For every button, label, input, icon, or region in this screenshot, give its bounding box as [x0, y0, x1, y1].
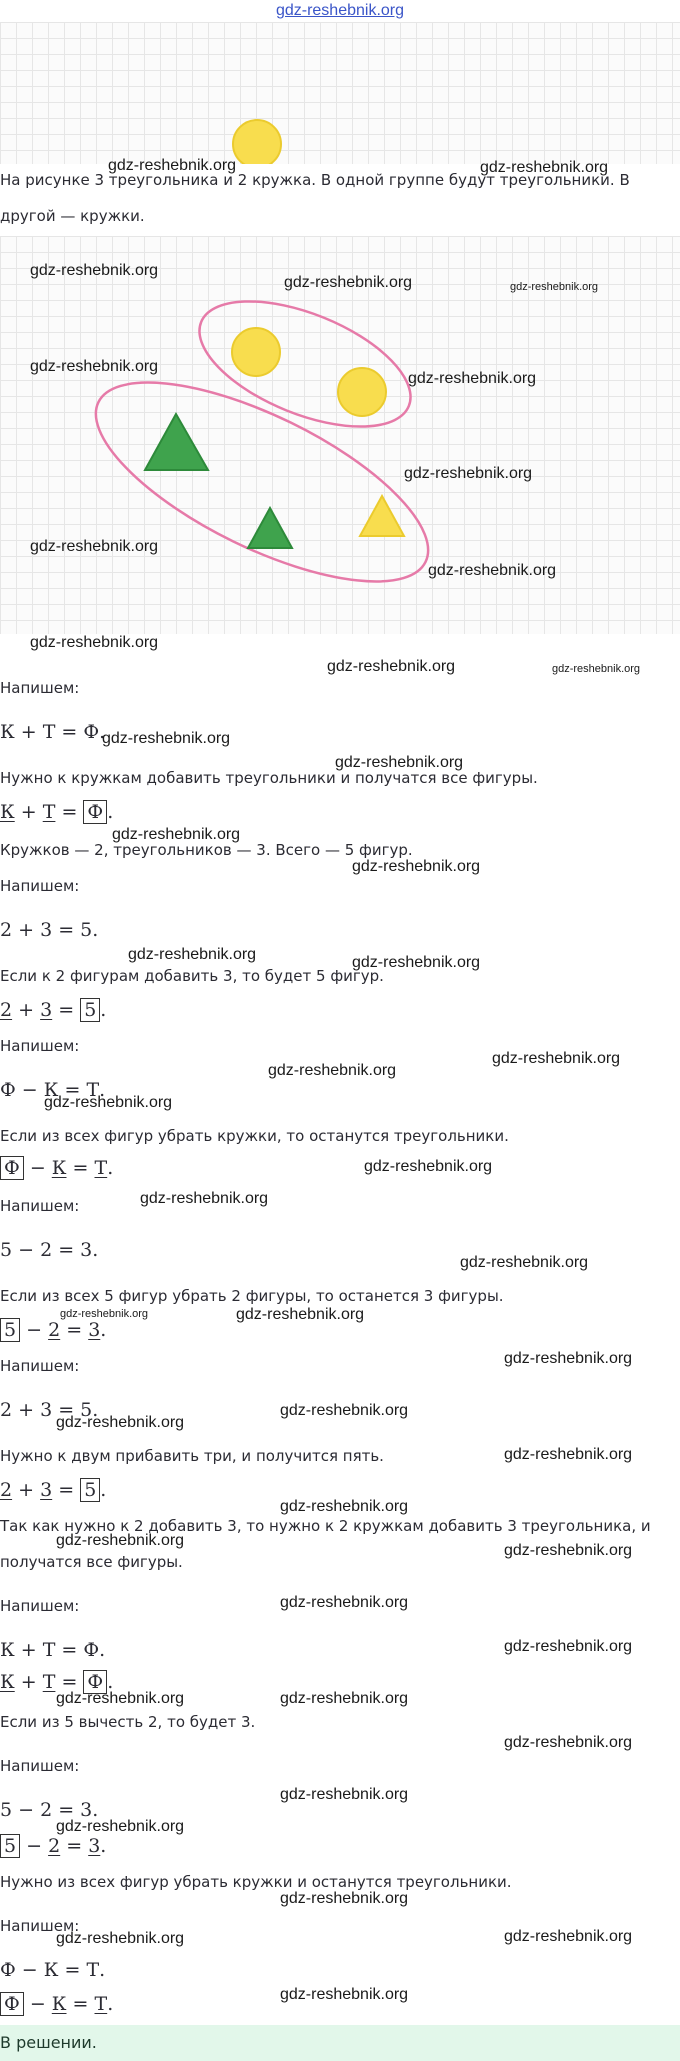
paragraph: Напишем:	[0, 1197, 80, 1215]
watermark: gdz-reshebnik.org	[504, 1542, 633, 1559]
paragraph: Нужно к двум прибавить три, и получится пять.	[0, 1447, 384, 1465]
watermark: gdz-reshebnik.org	[428, 562, 557, 579]
answer-box: Ф	[83, 1670, 107, 1694]
formula: К + Т = Ф.	[0, 1639, 106, 1661]
watermark: gdz-reshebnik.org	[280, 1986, 409, 2003]
answer-box: Ф	[83, 800, 107, 824]
triangle-group-oval	[69, 343, 454, 621]
solution-section-header	[0, 2025, 680, 2061]
watermark: gdz-reshebnik.org	[56, 1818, 185, 1835]
paragraph: Кружков — 2, треугольников — 3. Всего — 5 фигур.	[0, 841, 413, 859]
watermark: gdz-reshebnik.org	[30, 538, 159, 555]
paragraph: Напишем:	[0, 1037, 80, 1055]
paragraph: На рисунке 3 треугольника и 2 кружка. В одной группе будут треугольники. В	[0, 171, 630, 189]
groups-figure	[0, 236, 680, 634]
formula: Ф − К = Т.	[0, 1079, 106, 1101]
circle-shape	[232, 328, 280, 376]
paragraph: Нужно к кружкам добавить треугольники и получатся все фигуры.	[0, 769, 538, 787]
top-figure	[0, 22, 680, 164]
watermark: gdz-reshebnik.org	[480, 159, 609, 176]
triangle-shape	[145, 414, 208, 470]
formula: Ф − К = Т.	[0, 1959, 106, 1981]
circle-group-oval	[182, 276, 427, 453]
paragraph: другой — кружки.	[0, 207, 145, 225]
watermark: gdz-reshebnik.org	[108, 157, 237, 174]
watermark: gdz-reshebnik.org	[280, 1498, 409, 1515]
watermark: gdz-reshebnik.org	[504, 1638, 633, 1655]
watermark: gdz-reshebnik.org	[60, 1308, 149, 1320]
paragraph: Напишем:	[0, 1757, 80, 1775]
formula-boxed: Ф − К = Т.	[0, 1156, 113, 1180]
answer-box: 5	[0, 1318, 20, 1342]
watermark: gdz-reshebnik.org	[335, 754, 464, 771]
paragraph: Так как нужно к 2 добавить 3, то нужно к 2 кружкам добавить 3 треугольника, и	[0, 1517, 651, 1535]
paragraph: Нужно из всех фигур убрать кружки и останутся треугольники.	[0, 1873, 512, 1891]
circle-shape	[338, 368, 386, 416]
watermark: gdz-reshebnik.org	[280, 1594, 409, 1611]
watermark: gdz-reshebnik.org	[552, 663, 641, 675]
watermark: gdz-reshebnik.org	[460, 1254, 589, 1271]
paragraph: Если из всех фигур убрать кружки, то останутся треугольники.	[0, 1127, 509, 1145]
paragraph: Напишем:	[0, 679, 80, 697]
watermark: gdz-reshebnik.org	[30, 262, 159, 279]
formula-boxed: 2 + 3 = 5 .	[0, 1479, 107, 1501]
watermark: gdz-reshebnik.org	[102, 730, 231, 747]
formula: 2 + 3 = 5.	[0, 919, 99, 941]
watermark: gdz-reshebnik.org	[236, 1306, 365, 1323]
paragraph: Напишем:	[0, 877, 80, 895]
watermark: gdz-reshebnik.org	[280, 1690, 409, 1707]
watermark: gdz-reshebnik.org	[492, 1050, 621, 1067]
watermark: gdz-reshebnik.org	[352, 954, 481, 971]
paragraph: Напишем:	[0, 1597, 80, 1615]
watermark: gdz-reshebnik.org	[44, 1094, 173, 1111]
watermark: gdz-reshebnik.org	[56, 1414, 185, 1431]
watermark: gdz-reshebnik.org	[280, 1402, 409, 1419]
formula-boxed: 5 − 2 = 3.	[0, 1834, 106, 1858]
watermark: gdz-reshebnik.org	[128, 946, 257, 963]
watermark: gdz-reshebnik.org	[408, 370, 537, 387]
watermark: gdz-reshebnik.org	[56, 1930, 185, 1947]
triangle-shape	[248, 508, 292, 548]
watermark: gdz-reshebnik.org	[56, 1690, 185, 1707]
formula-boxed: 5 − 2 = 3.	[0, 1318, 106, 1342]
watermark: gdz-reshebnik.org	[352, 858, 481, 875]
solution-label: В решении.	[0, 2033, 97, 2052]
answer-box: Ф	[0, 1992, 24, 2016]
watermark: gdz-reshebnik.org	[56, 1532, 185, 1549]
formula-boxed: К + Т = Ф .	[0, 1671, 114, 1693]
circle-shape	[233, 120, 281, 164]
watermark: gdz-reshebnik.org	[510, 281, 599, 293]
watermark: gdz-reshebnik.org	[280, 1890, 409, 1907]
watermark: gdz-reshebnik.org	[504, 1446, 633, 1463]
answer-box: 5	[0, 1834, 20, 1858]
formula-boxed: К + Т = Ф .	[0, 801, 114, 823]
watermark: gdz-reshebnik.org	[364, 1158, 493, 1175]
paragraph: Напишем:	[0, 1357, 80, 1375]
watermark: gdz-reshebnik.org	[404, 465, 533, 482]
formula-boxed: 2 + 3 = 5 .	[0, 999, 107, 1021]
watermark: gdz-reshebnik.org	[112, 826, 241, 843]
watermark: gdz-reshebnik.org	[140, 1190, 269, 1207]
paragraph: Если к 2 фигурам добавить 3, то будет 5 фигур.	[0, 967, 384, 985]
formula: 2 + 3 = 5.	[0, 1399, 99, 1421]
paragraph: Если из всех 5 фигур убрать 2 фигуры, то останется 3 фигуры.	[0, 1287, 504, 1305]
watermark: gdz-reshebnik.org	[504, 1928, 633, 1945]
triangle-shape	[360, 496, 404, 536]
watermark: gdz-reshebnik.org	[30, 358, 159, 375]
paragraph: Напишем:	[0, 1917, 80, 1935]
formula: 5 − 2 = 3.	[0, 1799, 99, 1821]
site-header-link[interactable]: gdz-reshebnik.org	[275, 2, 405, 19]
watermark: gdz-reshebnik.org	[280, 1786, 409, 1803]
watermark: gdz-reshebnik.org	[284, 274, 413, 291]
watermark: gdz-reshebnik.org	[504, 1350, 633, 1367]
formula: К + Т = Ф.	[0, 721, 106, 743]
paragraph: Если из 5 вычесть 2, то будет 3.	[0, 1713, 256, 1731]
formula: 5 − 2 = 3.	[0, 1239, 99, 1261]
answer-box: 5	[80, 1478, 100, 1502]
formula-boxed: Ф − К = Т.	[0, 1992, 113, 2016]
watermark: gdz-reshebnik.org	[327, 658, 456, 675]
answer-box: 5	[80, 998, 100, 1022]
watermark: gdz-reshebnik.org	[268, 1062, 397, 1079]
watermark: gdz-reshebnik.org	[30, 634, 159, 651]
watermark: gdz-reshebnik.org	[504, 1734, 633, 1751]
paragraph: получатся все фигуры.	[0, 1553, 183, 1571]
answer-box: Ф	[0, 1156, 24, 1180]
